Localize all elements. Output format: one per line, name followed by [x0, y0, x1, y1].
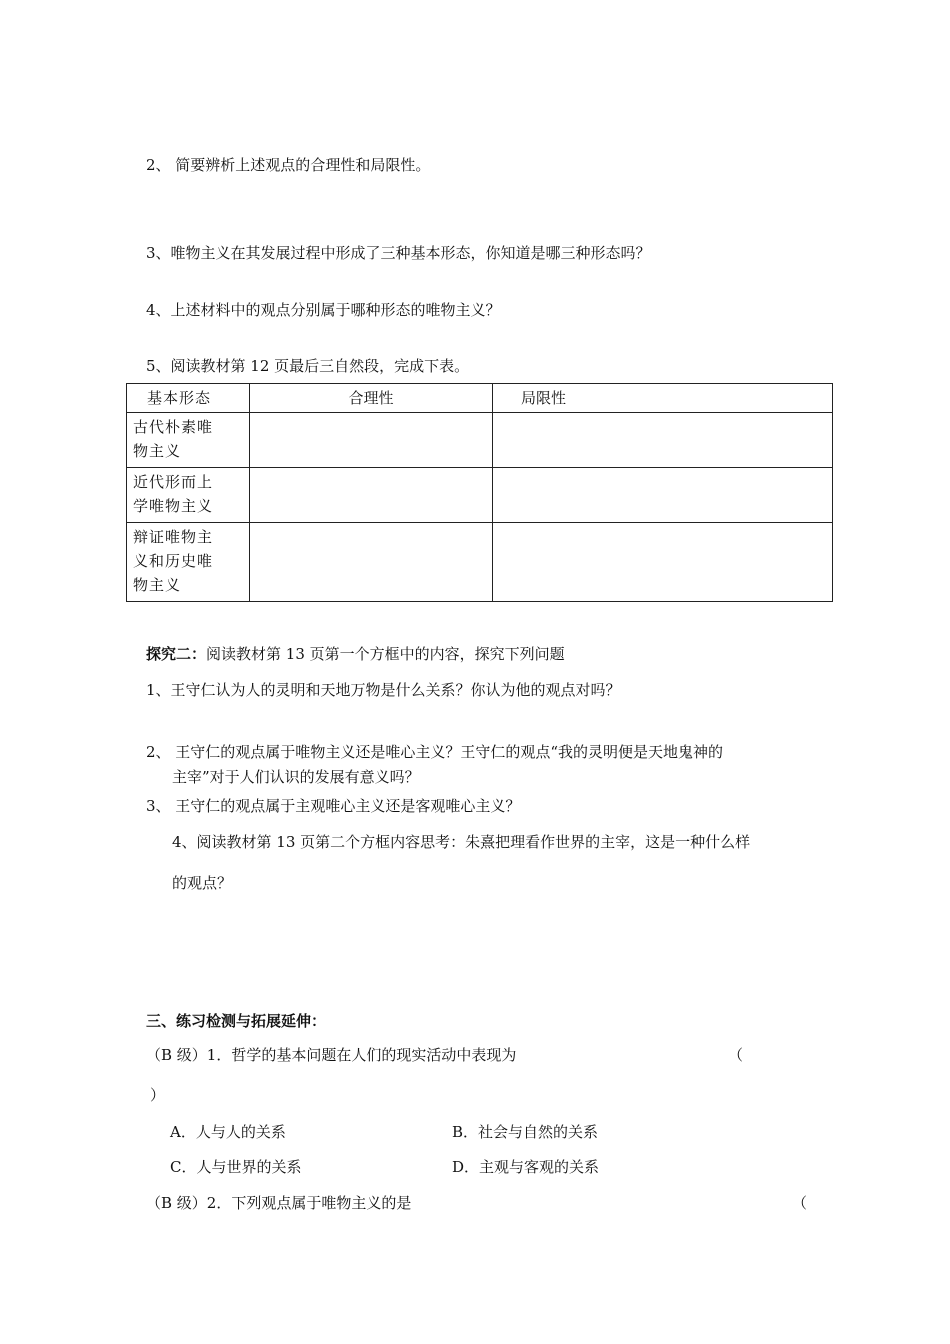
option-c[interactable]: C．人与世界的关系: [170, 1158, 302, 1176]
practice-q1-open-paren: （: [728, 1046, 744, 1064]
explore2-title: 探究二：: [146, 645, 207, 663]
question-3: 3、唯物主义在其发展过程中形成了三种基本形态，你知道是哪三种形态吗？: [146, 244, 651, 262]
limitation-cell[interactable]: [493, 468, 833, 523]
practice-q2: （B 级）2．下列观点属于唯物主义的是: [146, 1194, 412, 1212]
row-label: 近代形而上 学唯物主义: [127, 468, 250, 523]
practice-q1-close-paren: ）: [150, 1086, 166, 1104]
option-a[interactable]: A．人与人的关系: [170, 1123, 286, 1141]
explore2-q2-line2: 主宰”对于人们认识的发展有意义吗？: [172, 768, 420, 786]
explore2-q4-line1: 4、阅读教材第 13 页第二个方框内容思考：朱熹把理看作世界的主宰，这是一种什么样: [172, 833, 751, 851]
row-label: 辩证唯物主 义和历史唯 物主义: [127, 523, 250, 602]
table-row: [127, 413, 833, 468]
practice-q1: （B 级）1．哲学的基本问题在人们的现实活动中表现为: [146, 1046, 517, 1064]
practice-title: 三、练习检测与拓展延伸：: [146, 1012, 327, 1030]
option-b[interactable]: B．社会与自然的关系: [452, 1123, 599, 1141]
explore2-q1: 1、王守仁认为人的灵明和天地万物是什么关系？你认为他的观点对吗？: [146, 681, 621, 699]
header-basic-form: 基本形态: [127, 384, 250, 413]
option-d[interactable]: D．主观与客观的关系: [452, 1158, 600, 1176]
question-5: 5、阅读教材第 12 页最后三自然段，完成下表。: [146, 357, 470, 375]
materialism-table: [126, 383, 833, 602]
rationality-cell[interactable]: [250, 468, 493, 523]
table-row: [127, 523, 833, 602]
row-label: 古代朴素唯 物主义: [127, 413, 250, 468]
explore2-q2-line1: 2、 王守仁的观点属于唯物主义还是唯心主义？王守仁的观点“我的灵明便是天地鬼神的: [146, 743, 723, 761]
explore2-q3: 3、 王守仁的观点属于主观唯心主义还是客观唯心主义？: [146, 797, 521, 815]
question-4: 4、上述材料中的观点分别属于哪种形态的唯物主义？: [146, 301, 501, 319]
header-limitation: 局限性: [493, 384, 833, 413]
header-rationality: 合理性: [250, 384, 493, 413]
explore2-heading: [146, 644, 565, 664]
question-2: 2、 简要辨析上述观点的合理性和局限性。: [146, 156, 431, 174]
table-row: [127, 468, 833, 523]
limitation-cell[interactable]: [493, 413, 833, 468]
explore2-intro: 阅读教材第 13 页第一个方框中的内容，探究下列问题: [206, 645, 565, 663]
table-header-row: [127, 384, 833, 413]
limitation-cell[interactable]: [493, 523, 833, 602]
rationality-cell[interactable]: [250, 523, 493, 602]
practice-q2-open-paren: （: [792, 1194, 808, 1212]
rationality-cell[interactable]: [250, 413, 493, 468]
explore2-q4-line2: 的观点？: [172, 874, 233, 892]
